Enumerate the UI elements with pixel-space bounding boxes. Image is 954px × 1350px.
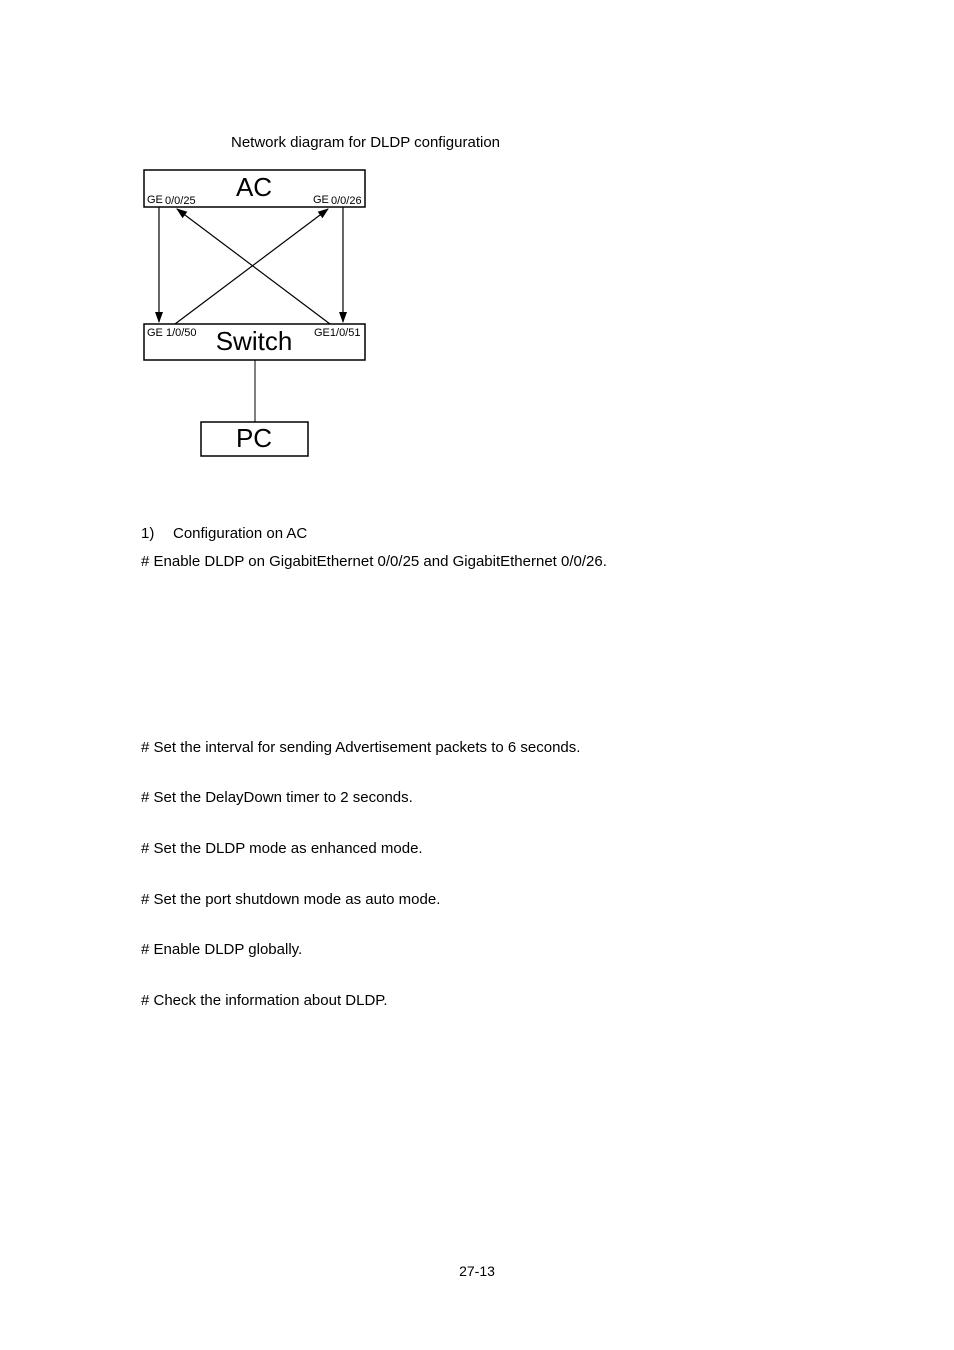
figure-caption: Network diagram for DLDP configuration	[231, 134, 501, 151]
ac-label: AC	[235, 172, 273, 202]
paragraph-shutdown-mode: # Set the port shutdown mode as auto mode.	[141, 891, 441, 908]
page-number: 27-13	[459, 1263, 495, 1279]
paragraph-enable-dldp-ports: # Enable DLDP on GigabitEthernet 0/0/25 and GigabitEthernet 0/0/26.	[141, 553, 607, 570]
switch-port-right: GE1/0/51	[314, 327, 361, 339]
paragraph-delaydown-timer: # Set the DelayDown timer to 2 seconds.	[141, 789, 413, 806]
pc-label: PC	[235, 423, 273, 453]
paragraph-dldp-mode: # Set the DLDP mode as enhanced mode.	[141, 840, 423, 857]
ac-port-right-prefix: GE	[313, 194, 329, 206]
ac-port-left: 0/0/25	[165, 195, 196, 207]
step-title: Configuration on AC	[173, 525, 308, 542]
ac-port-left-prefix: GE	[147, 194, 163, 206]
switch-label: Switch	[215, 326, 293, 356]
link-switch50-to-ac26	[175, 209, 328, 324]
paragraph-enable-globally: # Enable DLDP globally.	[141, 941, 303, 958]
step-number: 1)	[141, 525, 155, 542]
paragraph-check-info: # Check the information about DLDP.	[141, 992, 388, 1009]
paragraph-advertisement-interval: # Set the interval for sending Advertisement packets to 6 seconds.	[141, 739, 581, 756]
ac-port-right: 0/0/26	[331, 195, 362, 207]
network-diagram	[0, 0, 954, 470]
link-switch51-to-ac25	[177, 209, 330, 324]
switch-port-left: GE 1/0/50	[147, 327, 197, 339]
